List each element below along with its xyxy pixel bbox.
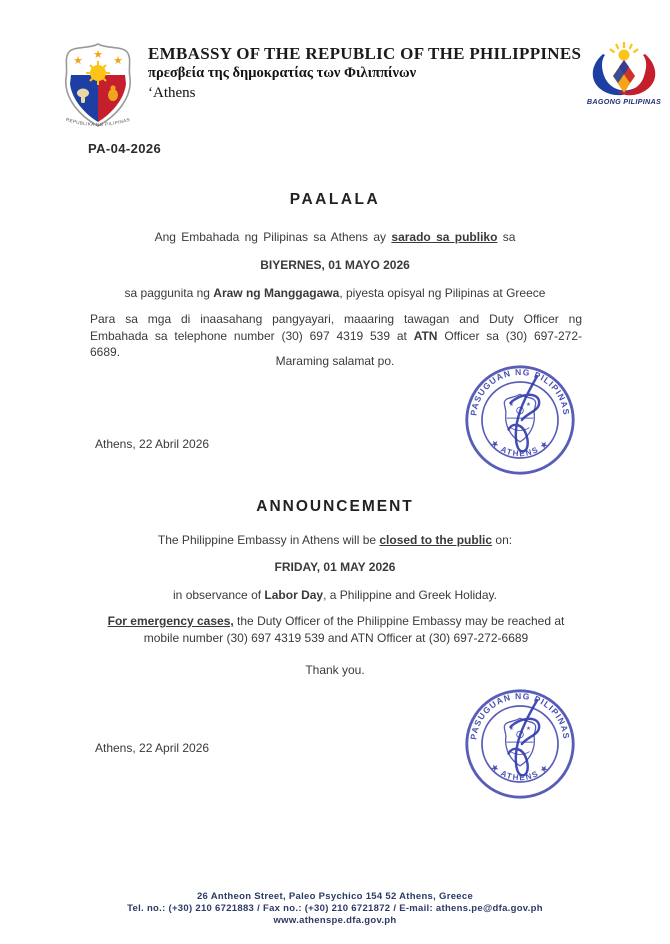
embassy-subtitle-greek: πρεσβεία της δημοκρατίας των Φιλιππίνων (148, 65, 417, 82)
svg-text:★: ★ (73, 55, 83, 67)
seal-arc-top-text: PASUGUAN NG PILIPINAS (468, 690, 572, 741)
embassy-seal-stamp (463, 687, 577, 801)
english-heading: ANNOUNCEMENT (256, 498, 414, 515)
tagalog-intro (0, 229, 670, 245)
tagalog-occasion-pre: sa paggunita ng (124, 286, 214, 300)
english-intro-pre: The Philippine Embassy in Athens will be (157, 533, 380, 547)
tagalog-occasion-post: , piyesta opisyal ng Pilipinas at Greece (339, 286, 546, 300)
tagalog-intro-emphasis: sarado sa publiko (391, 230, 498, 244)
tagalog-intro-post: sa (497, 230, 516, 244)
english-emergency-emphasis: For emergency cases, (107, 614, 234, 628)
tagalog-emergency-emphasis: ATN (413, 328, 438, 343)
svg-text:★: ★ (525, 401, 532, 408)
english-occasion (0, 587, 670, 603)
reference-number: PA-04-2026 (88, 141, 162, 156)
tagalog-thanks: Maraming salamat po. (275, 354, 395, 368)
footer-contact: Tel. no.: (+30) 210 6721883 / Fax no.: (+30) 210 6721872 / E-mail: athens.pe@dfa.gov.ph (127, 903, 543, 914)
english-intro-emphasis: closed to the public (379, 533, 493, 547)
coat-banner-text: REPUBLIKA NG PILIPINAS (65, 116, 131, 128)
bagong-pilipinas-logo (581, 40, 667, 106)
seal-arc-bottom-text: ★ ATHENS ★ (489, 762, 551, 783)
english-occasion-emphasis: Labor Day (264, 588, 324, 602)
tagalog-intro-pre: Ang Embahada ng Pilipinas sa Athens ay (154, 230, 392, 244)
tagalog-emergency-pre: Para sa mga di inaasahang pangyayari, maaaring tawagan and Duty Officer ng Embahada sa telephone number (30) 697 4319 539 at (90, 312, 582, 343)
svg-text:★ ATHENS ★ (488, 438, 550, 459)
english-thanks: Thank you. (305, 663, 365, 677)
tagalog-dateline: Athens, 22 Abril 2026 (95, 437, 210, 451)
embassy-seal-stamp (463, 363, 577, 477)
svg-text:★: ★ (525, 725, 532, 732)
svg-text:★ ATHENS ★ (488, 762, 550, 783)
tagalog-occasion (0, 285, 670, 301)
embassy-title: EMBASSY OF THE REPUBLIC OF THE PHILIPPINES (148, 44, 582, 63)
english-intro (0, 532, 670, 548)
embassy-city: ‘Athens (148, 84, 196, 101)
tagalog-emergency-post: Officer sa (30) 697-272-6689. (90, 328, 582, 359)
english-occasion-post: , a Philippine and Greek Holiday. (323, 588, 497, 602)
tagalog-occasion-emphasis: Araw ng Manggagawa (213, 286, 340, 300)
letterhead-text (148, 40, 581, 103)
svg-text:★: ★ (93, 49, 103, 61)
english-dateline: Athens, 22 April 2026 (95, 741, 210, 755)
letterhead (56, 40, 662, 132)
english-occasion-pre: in observance of (173, 588, 265, 602)
philippine-coat-of-arms-icon (56, 40, 140, 132)
seal-arc-top-text: PASUGUAN NG PILIPINAS (468, 366, 572, 417)
english-emergency-paragraph (90, 613, 582, 646)
english-closure-date: FRIDAY, 01 MAY 2026 (274, 560, 396, 574)
tagalog-closure-date: BIYERNES, 01 MAYO 2026 (260, 258, 410, 272)
footer-website: www.athenspe.dfa.gov.ph (273, 915, 397, 926)
bagong-pilipinas-label: BAGONG PILIPINAS (587, 97, 662, 106)
seal-arc-bottom-text: ★ ATHENS ★ (489, 438, 551, 459)
svg-text:★: ★ (508, 401, 515, 408)
footer-address: 26 Antheon Street, Paleo Psychico 154 52 Athens, Greece (196, 891, 474, 902)
svg-text:★: ★ (113, 55, 123, 67)
english-intro-post: on: (492, 533, 513, 547)
tagalog-heading: PAALALA (289, 191, 381, 208)
footer (0, 891, 670, 927)
english-emergency-post: the Duty Officer of the Philippine Embassy may be reached at mobile number (30) 697 4319 539 and ATN Officer at (30) 697-272-6689 (143, 614, 565, 645)
svg-text:★: ★ (508, 725, 515, 732)
